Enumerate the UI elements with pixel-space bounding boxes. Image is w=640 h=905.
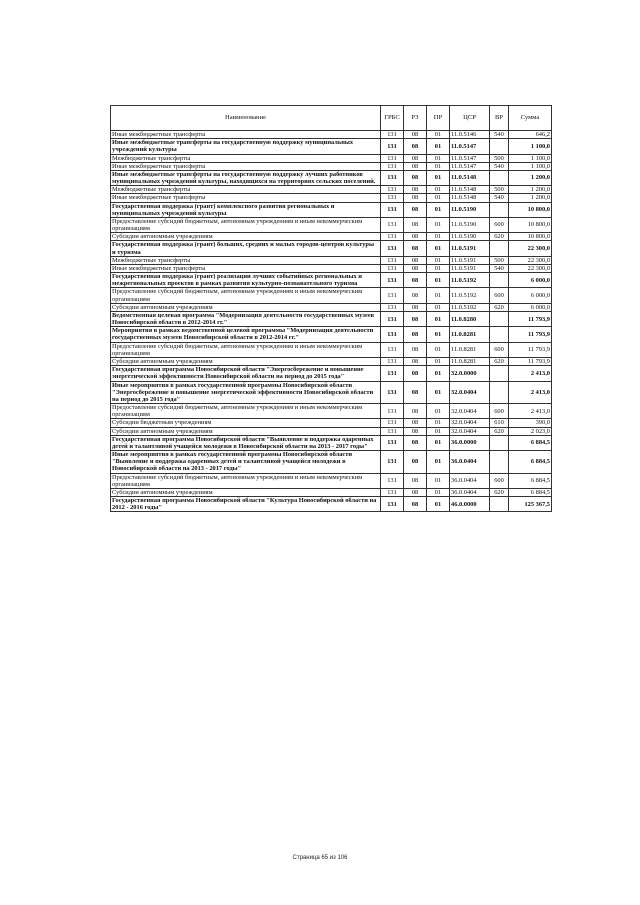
row-sum-cell: 22 300,0 (509, 256, 552, 264)
row-pr-cell: 01 (427, 381, 450, 404)
row-grbs-cell: 131 (381, 162, 404, 170)
row-grbs-cell: 131 (381, 288, 404, 303)
row-rz-cell: 08 (404, 154, 427, 162)
row-csr-cell: 11.0.5191 (450, 264, 490, 272)
row-name-cell: Межбюджетные трансферты (111, 256, 381, 264)
row-csr-cell: 36.0.0404 (450, 451, 490, 474)
row-rz-cell: 08 (404, 303, 427, 311)
row-pr-cell: 01 (427, 288, 450, 303)
row-vr-cell: 600 (490, 404, 509, 419)
row-pr-cell: 01 (427, 497, 450, 512)
row-pr-cell: 01 (427, 154, 450, 162)
row-rz-cell: 08 (404, 194, 427, 202)
col-header-name: Наименование (111, 106, 381, 131)
table-row (111, 162, 552, 170)
row-vr-cell: 540 (490, 162, 509, 170)
document-page (110, 105, 550, 512)
row-pr-cell: 01 (427, 435, 450, 450)
table-row (111, 217, 552, 232)
row-csr-cell: 11.0.5147 (450, 154, 490, 162)
row-sum-cell: 6 884,5 (509, 488, 552, 496)
row-vr-cell (490, 435, 509, 450)
table-row (111, 256, 552, 264)
row-grbs-cell: 131 (381, 488, 404, 496)
row-rz-cell: 08 (404, 131, 427, 139)
table-row (111, 488, 552, 496)
row-csr-cell: 32.0.0404 (450, 404, 490, 419)
table-row (111, 473, 552, 488)
row-grbs-cell: 131 (381, 327, 404, 342)
row-csr-cell: 11.0.5148 (450, 186, 490, 194)
table-row (111, 303, 552, 311)
row-csr-cell: 11.0.8281 (450, 327, 490, 342)
row-rz-cell: 08 (404, 435, 427, 450)
row-vr-cell: 600 (490, 473, 509, 488)
row-vr-cell: 610 (490, 419, 509, 427)
row-vr-cell (490, 381, 509, 404)
row-vr-cell (490, 497, 509, 512)
table-row (111, 154, 552, 162)
row-sum-cell: 1 100,0 (509, 162, 552, 170)
row-name-cell: Государственная поддержка (грант) комплексного развития региональных и муниципальных учреждений культуры (111, 202, 381, 217)
row-rz-cell: 08 (404, 217, 427, 232)
row-name-cell: Межбюджетные трансферты (111, 186, 381, 194)
row-sum-cell: 10 800,0 (509, 217, 552, 232)
budget-table (110, 105, 552, 512)
col-header-rz: РЗ (404, 106, 427, 131)
row-pr-cell: 01 (427, 451, 450, 474)
row-csr-cell: 11.0.5148 (450, 170, 490, 185)
table-row (111, 273, 552, 288)
row-csr-cell: 11.0.5192 (450, 273, 490, 288)
table-body (111, 131, 552, 512)
row-vr-cell: 540 (490, 264, 509, 272)
row-name-cell: Государственная программа Новосибирской области "Энергосбережение и повышение энергетической эффективности Новосибирской области на период до 2015 года" (111, 366, 381, 381)
row-rz-cell: 08 (404, 288, 427, 303)
row-pr-cell: 01 (427, 427, 450, 435)
row-pr-cell: 01 (427, 303, 450, 311)
row-pr-cell: 01 (427, 311, 450, 326)
row-rz-cell: 08 (404, 381, 427, 404)
row-pr-cell: 01 (427, 170, 450, 185)
row-name-cell: Государственная поддержка (грант) больших, средних и малых городов-центров культуры и туризма (111, 241, 381, 256)
row-pr-cell: 01 (427, 273, 450, 288)
row-vr-cell: 620 (490, 303, 509, 311)
row-pr-cell: 01 (427, 233, 450, 241)
row-rz-cell: 08 (404, 311, 427, 326)
row-csr-cell: 11.0.8280 (450, 311, 490, 326)
row-grbs-cell: 131 (381, 451, 404, 474)
row-grbs-cell: 131 (381, 139, 404, 154)
row-name-cell: Субсидии автономным учреждениям (111, 427, 381, 435)
row-sum-cell: 11 793,9 (509, 357, 552, 365)
row-name-cell: Иные мероприятия в рамках государственной программы Новосибирской области "Энергосбережение и повышение энергетической эффективности Новосибирской области на период до 2015 года" (111, 381, 381, 404)
row-rz-cell: 08 (404, 170, 427, 185)
col-header-vr: ВР (490, 106, 509, 131)
row-csr-cell: 11.0.5146 (450, 131, 490, 139)
row-rz-cell: 08 (404, 488, 427, 496)
row-sum-cell: 6 884,5 (509, 473, 552, 488)
row-csr-cell: 36.0.0000 (450, 435, 490, 450)
row-grbs-cell: 131 (381, 419, 404, 427)
row-name-cell: Субсидии бюджетным учреждениям (111, 419, 381, 427)
row-rz-cell: 08 (404, 327, 427, 342)
row-name-cell: Государственная программа Новосибирской области "Культура Новосибирской области на 2012 - 2016 годы" (111, 497, 381, 512)
table-row (111, 170, 552, 185)
row-pr-cell: 01 (427, 488, 450, 496)
table-row (111, 435, 552, 450)
row-rz-cell: 08 (404, 451, 427, 474)
table-row (111, 327, 552, 342)
row-rz-cell: 08 (404, 139, 427, 154)
row-csr-cell: 11.0.5192 (450, 288, 490, 303)
row-name-cell: Субсидии автономным учреждениям (111, 357, 381, 365)
row-csr-cell: 11.0.5190 (450, 233, 490, 241)
row-vr-cell: 620 (490, 233, 509, 241)
table-row (111, 404, 552, 419)
row-pr-cell: 01 (427, 419, 450, 427)
row-sum-cell: 10 800,0 (509, 233, 552, 241)
row-vr-cell (490, 311, 509, 326)
row-pr-cell: 01 (427, 366, 450, 381)
table-row (111, 194, 552, 202)
table-row (111, 186, 552, 194)
row-sum-cell: 2 413,0 (509, 404, 552, 419)
row-sum-cell: 22 300,0 (509, 264, 552, 272)
row-vr-cell: 620 (490, 427, 509, 435)
row-pr-cell: 01 (427, 131, 450, 139)
row-grbs-cell: 131 (381, 217, 404, 232)
row-grbs-cell: 131 (381, 154, 404, 162)
row-sum-cell: 6 884,5 (509, 451, 552, 474)
row-grbs-cell: 131 (381, 273, 404, 288)
table-row (111, 131, 552, 139)
row-csr-cell: 36.0.0404 (450, 473, 490, 488)
table-header-row (111, 106, 552, 131)
row-rz-cell: 08 (404, 233, 427, 241)
row-csr-cell: 11.0.5148 (450, 194, 490, 202)
row-pr-cell: 01 (427, 357, 450, 365)
row-vr-cell: 500 (490, 256, 509, 264)
row-vr-cell (490, 170, 509, 185)
row-sum-cell: 1 100,0 (509, 154, 552, 162)
row-csr-cell: 11.0.5190 (450, 202, 490, 217)
table-row (111, 419, 552, 427)
row-name-cell: Иные межбюджетные трансферты (111, 264, 381, 272)
row-rz-cell: 08 (404, 162, 427, 170)
row-pr-cell: 01 (427, 194, 450, 202)
row-grbs-cell: 131 (381, 131, 404, 139)
row-name-cell: Иные мероприятия в рамках государственной программы Новосибирской области "Выявление и поддержка одаренных детей и талантливой учащейся молодежи в Новосибирской области на 2013 - 2017 годы" (111, 451, 381, 474)
row-csr-cell: 11.0.8281 (450, 342, 490, 357)
row-grbs-cell: 131 (381, 303, 404, 311)
row-sum-cell: 2 413,0 (509, 366, 552, 381)
row-rz-cell: 08 (404, 366, 427, 381)
row-vr-cell (490, 202, 509, 217)
row-grbs-cell: 131 (381, 256, 404, 264)
row-vr-cell (490, 139, 509, 154)
row-rz-cell: 08 (404, 427, 427, 435)
row-csr-cell: 32.0.0404 (450, 419, 490, 427)
row-name-cell: Мероприятия в рамках ведомственной целевой программы "Модернизация деятельности государственных музеев Новосибирской области в 2012-2014 гг." (111, 327, 381, 342)
row-vr-cell (490, 241, 509, 256)
row-pr-cell: 01 (427, 202, 450, 217)
row-name-cell: Субсидии автономным учреждениям (111, 488, 381, 496)
row-vr-cell: 600 (490, 217, 509, 232)
row-grbs-cell: 131 (381, 264, 404, 272)
row-sum-cell: 1 200,0 (509, 186, 552, 194)
row-grbs-cell: 131 (381, 233, 404, 241)
row-pr-cell: 01 (427, 404, 450, 419)
row-csr-cell: 11.0.5190 (450, 217, 490, 232)
row-grbs-cell: 131 (381, 357, 404, 365)
table-row (111, 264, 552, 272)
row-vr-cell: 540 (490, 194, 509, 202)
row-name-cell: Ведомственная целевая программа "Модернизация деятельности государственных музеев Новосибирской области в 2012-2014 гг." (111, 311, 381, 326)
row-csr-cell: 11.0.5192 (450, 303, 490, 311)
row-grbs-cell: 131 (381, 311, 404, 326)
row-grbs-cell: 131 (381, 381, 404, 404)
row-grbs-cell: 131 (381, 435, 404, 450)
row-rz-cell: 08 (404, 419, 427, 427)
row-sum-cell: 390,0 (509, 419, 552, 427)
row-sum-cell: 10 800,0 (509, 202, 552, 217)
row-rz-cell: 08 (404, 241, 427, 256)
table-row (111, 366, 552, 381)
row-sum-cell: 6 000,0 (509, 288, 552, 303)
row-sum-cell: 125 367,5 (509, 497, 552, 512)
row-sum-cell: 1 200,0 (509, 170, 552, 185)
row-grbs-cell: 131 (381, 473, 404, 488)
row-sum-cell: 2 413,0 (509, 381, 552, 404)
row-grbs-cell: 131 (381, 186, 404, 194)
row-name-cell: Иные межбюджетные трансферты на государственную поддержку муниципальных учреждений культуры (111, 139, 381, 154)
row-rz-cell: 08 (404, 342, 427, 357)
table-row (111, 381, 552, 404)
row-pr-cell: 01 (427, 139, 450, 154)
row-vr-cell (490, 451, 509, 474)
row-name-cell: Субсидии автономным учреждениям (111, 303, 381, 311)
row-pr-cell: 01 (427, 342, 450, 357)
row-csr-cell: 32.0.0000 (450, 366, 490, 381)
row-vr-cell (490, 273, 509, 288)
table-row (111, 241, 552, 256)
row-rz-cell: 08 (404, 404, 427, 419)
row-name-cell: Иные межбюджетные трансферты на государственную поддержку лучших работников муниципальных учреждений культуры, находящихся на территориях сельских поселений. (111, 170, 381, 185)
row-pr-cell: 01 (427, 473, 450, 488)
row-grbs-cell: 131 (381, 342, 404, 357)
row-name-cell: Субсидии автономным учреждениям (111, 233, 381, 241)
row-vr-cell: 620 (490, 488, 509, 496)
row-rz-cell: 08 (404, 256, 427, 264)
row-csr-cell: 32.0.0404 (450, 427, 490, 435)
row-grbs-cell: 131 (381, 497, 404, 512)
row-rz-cell: 08 (404, 357, 427, 365)
row-rz-cell: 08 (404, 473, 427, 488)
row-grbs-cell: 131 (381, 202, 404, 217)
row-name-cell: Государственная поддержка (грант) реализации лучших событийных региональных и межрегиональных проектов в рамках развития культурно-познавательного туризма (111, 273, 381, 288)
row-vr-cell (490, 366, 509, 381)
row-grbs-cell: 131 (381, 194, 404, 202)
row-name-cell: Иные межбюджетные трансферты (111, 162, 381, 170)
row-csr-cell: 46.0.0000 (450, 497, 490, 512)
col-header-grbs: ГРБС (381, 106, 404, 131)
row-sum-cell: 6 884,5 (509, 435, 552, 450)
table-row (111, 202, 552, 217)
row-rz-cell: 08 (404, 264, 427, 272)
row-csr-cell: 11.0.8281 (450, 357, 490, 365)
row-csr-cell: 11.0.5147 (450, 162, 490, 170)
row-name-cell: Предоставление субсидий бюджетным, автономным учреждениям и иным некоммерческим организациям (111, 288, 381, 303)
row-vr-cell: 600 (490, 342, 509, 357)
row-rz-cell: 08 (404, 273, 427, 288)
row-sum-cell: 11 793,9 (509, 327, 552, 342)
row-rz-cell: 08 (404, 497, 427, 512)
row-sum-cell: 6 000,0 (509, 273, 552, 288)
row-name-cell: Предоставление субсидий бюджетным, автономным учреждениям и иным некоммерческим организациям (111, 342, 381, 357)
table-row (111, 233, 552, 241)
row-name-cell: Предоставление субсидий бюджетным, автономным учреждениям и иным некоммерческим организациям (111, 217, 381, 232)
row-sum-cell: 1 200,0 (509, 194, 552, 202)
row-grbs-cell: 131 (381, 366, 404, 381)
table-row (111, 311, 552, 326)
row-sum-cell: 2 023,0 (509, 427, 552, 435)
row-vr-cell: 540 (490, 131, 509, 139)
page-footer: Страница 65 из 106 (292, 855, 348, 861)
row-sum-cell: 1 100,0 (509, 139, 552, 154)
row-vr-cell: 500 (490, 154, 509, 162)
row-vr-cell (490, 327, 509, 342)
col-header-sum: Сумма (509, 106, 552, 131)
row-pr-cell: 01 (427, 162, 450, 170)
row-name-cell: Государственная программа Новосибирской области "Выявление и поддержка одаренных детей и талантливой учащейся молодежи в Новосибирской области на 2013 - 2017 годы" (111, 435, 381, 450)
col-header-pr: ПР (427, 106, 450, 131)
table-row (111, 427, 552, 435)
row-pr-cell: 01 (427, 264, 450, 272)
row-vr-cell: 620 (490, 357, 509, 365)
table-row (111, 342, 552, 357)
table-row (111, 357, 552, 365)
table-row (111, 451, 552, 474)
row-csr-cell: 32.0.0404 (450, 381, 490, 404)
row-sum-cell: 646,2 (509, 131, 552, 139)
row-vr-cell: 500 (490, 186, 509, 194)
row-pr-cell: 01 (427, 217, 450, 232)
row-name-cell: Межбюджетные трансферты (111, 154, 381, 162)
row-grbs-cell: 131 (381, 404, 404, 419)
row-sum-cell: 22 300,0 (509, 241, 552, 256)
row-csr-cell: 11.0.5147 (450, 139, 490, 154)
row-vr-cell: 600 (490, 288, 509, 303)
row-rz-cell: 08 (404, 202, 427, 217)
table-row (111, 139, 552, 154)
row-csr-cell: 36.0.0404 (450, 488, 490, 496)
row-sum-cell: 11 793,9 (509, 342, 552, 357)
row-sum-cell: 6 000,0 (509, 303, 552, 311)
row-pr-cell: 01 (427, 327, 450, 342)
row-name-cell: Предоставление субсидий бюджетным, автономным учреждениям и иным некоммерческим организациям (111, 404, 381, 419)
row-csr-cell: 11.0.5191 (450, 256, 490, 264)
row-pr-cell: 01 (427, 256, 450, 264)
row-grbs-cell: 131 (381, 241, 404, 256)
table-row (111, 288, 552, 303)
row-sum-cell: 11 793,9 (509, 311, 552, 326)
row-csr-cell: 11.0.5191 (450, 241, 490, 256)
row-rz-cell: 08 (404, 186, 427, 194)
row-name-cell: Предоставление субсидий бюджетным, автономным учреждениям и иным некоммерческим организациям (111, 473, 381, 488)
row-pr-cell: 01 (427, 186, 450, 194)
table-row (111, 497, 552, 512)
row-name-cell: Иные межбюджетные трансферты (111, 131, 381, 139)
row-pr-cell: 01 (427, 241, 450, 256)
col-header-csr: ЦСР (450, 106, 490, 131)
row-grbs-cell: 131 (381, 170, 404, 185)
row-name-cell: Иные межбюджетные трансферты (111, 194, 381, 202)
row-grbs-cell: 131 (381, 427, 404, 435)
